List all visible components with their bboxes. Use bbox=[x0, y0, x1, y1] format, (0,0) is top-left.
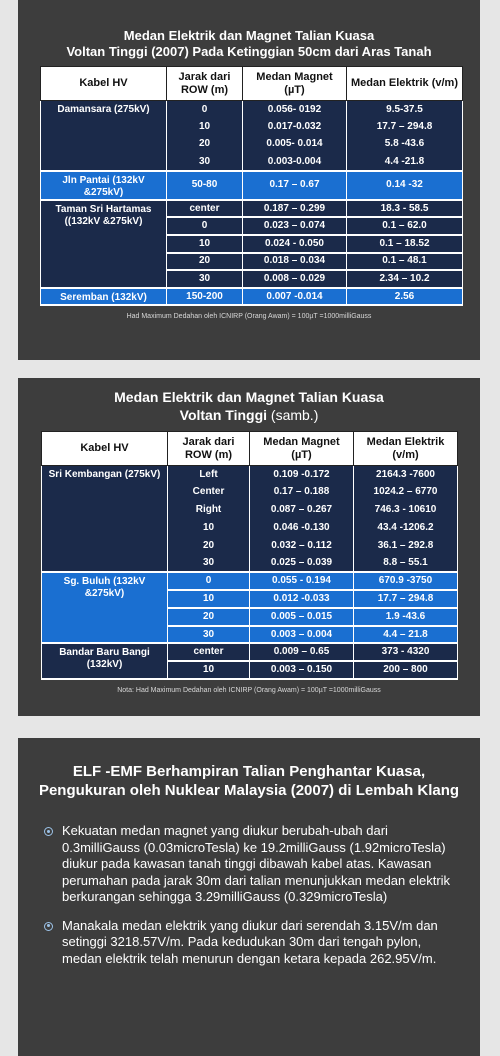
slide-1-table bbox=[40, 66, 463, 306]
magnetic-field-cell: 0.009 – 0.65 bbox=[250, 643, 354, 661]
distance-cell: 20 bbox=[168, 537, 250, 555]
magnetic-field-cell: 0.003 – 0.150 bbox=[250, 661, 354, 679]
slide-3-bullet-list bbox=[18, 800, 480, 967]
distance-cell: 50-80 bbox=[167, 171, 243, 200]
magnetic-field-cell: 0.187 – 0.299 bbox=[243, 200, 347, 218]
electric-field-cell: 5.8 -43.6 bbox=[347, 136, 463, 154]
slide-2-table bbox=[41, 431, 458, 680]
cable-name-cell: Jln Pantai (132kV &275kV) bbox=[41, 171, 167, 200]
electric-field-cell: 670.9 -3750 bbox=[354, 572, 458, 590]
cable-name-cell: Sri Kembangan (275kV) bbox=[42, 466, 168, 573]
slide-2-note: Nota: Had Maximum Dedahan oleh ICNIRP (Orang Awam) = 100µT =1000milliGauss bbox=[117, 687, 381, 695]
distance-cell: center bbox=[168, 643, 250, 661]
distance-cell: Right bbox=[168, 501, 250, 519]
cable-group bbox=[42, 643, 458, 679]
slide-2-title-light: (samb.) bbox=[267, 407, 319, 423]
header-medan-magnet: Medan Magnet (µT) bbox=[243, 67, 347, 101]
magnetic-field-cell: 0.17 – 0.67 bbox=[243, 171, 347, 200]
distance-cell: 10 bbox=[168, 590, 250, 608]
magnetic-field-cell: 0.109 -0.172 bbox=[250, 466, 354, 484]
magnetic-field-cell: 0.007 -0.014 bbox=[243, 288, 347, 306]
table-row bbox=[41, 288, 463, 306]
distance-cell: Center bbox=[168, 483, 250, 501]
slide-2 bbox=[18, 378, 480, 716]
header-kabel-hv: Kabel HV bbox=[41, 67, 167, 101]
magnetic-field-cell: 0.003-0.004 bbox=[243, 153, 347, 171]
electric-field-cell: 0.1 – 18.52 bbox=[347, 235, 463, 253]
electric-field-cell: 36.1 – 292.8 bbox=[354, 537, 458, 555]
table-row bbox=[41, 200, 463, 218]
electric-field-cell: 9.5-37.5 bbox=[347, 101, 463, 119]
magnetic-field-cell: 0.032 – 0.112 bbox=[250, 537, 354, 555]
distance-cell: 30 bbox=[167, 270, 243, 288]
distance-cell: 20 bbox=[167, 136, 243, 154]
slide-3-title bbox=[18, 738, 480, 800]
table-row bbox=[42, 466, 458, 484]
electric-field-cell: 4.4 -21.8 bbox=[347, 153, 463, 171]
distance-cell: 30 bbox=[168, 554, 250, 572]
cable-name-cell: Damansara (275kV) bbox=[41, 101, 167, 171]
cable-group bbox=[41, 101, 463, 171]
cable-name-cell: Sg. Buluh (132kV &275kV) bbox=[42, 572, 168, 643]
slide-1-table-header bbox=[41, 67, 463, 101]
slide-2-title-bold: Voltan Tinggi bbox=[179, 407, 268, 423]
cable-name-cell: Taman Sri Hartamas ((132kV &275kV) bbox=[41, 200, 167, 288]
header-kabel-hv: Kabel HV bbox=[42, 432, 168, 466]
distance-cell: center bbox=[167, 200, 243, 218]
bullet-text: Manakala medan elektrik yang diukur dari serendah 3.15V/m dan setinggi 3218.57V/m. Pada kedudukan 30m dari tengah pylon, medan elektrik telah menurun dengan ketara kepada 262.95V/m. bbox=[62, 917, 438, 966]
cable-group bbox=[41, 200, 463, 288]
bullet-item bbox=[44, 823, 458, 906]
slide-3-title-line-2: Pengukuran oleh Nuklear Malaysia (2007) di Lembah Klang bbox=[38, 782, 460, 799]
table-row bbox=[41, 101, 463, 119]
electric-field-cell: 373 - 4320 bbox=[354, 643, 458, 661]
electric-field-cell: 0.1 – 62.0 bbox=[347, 217, 463, 235]
distance-cell: 10 bbox=[167, 235, 243, 253]
magnetic-field-cell: 0.025 – 0.039 bbox=[250, 554, 354, 572]
distance-cell: 30 bbox=[167, 153, 243, 171]
cable-group bbox=[42, 466, 458, 573]
slide-2-table-header bbox=[42, 432, 458, 466]
slide-1-title bbox=[18, 0, 480, 60]
slide-2-title-line-2 bbox=[18, 406, 480, 424]
electric-field-cell: 2.56 bbox=[347, 288, 463, 306]
electric-field-cell: 746.3 - 10610 bbox=[354, 501, 458, 519]
magnetic-field-cell: 0.046 -0.130 bbox=[250, 519, 354, 537]
electric-field-cell: 8.8 – 55.1 bbox=[354, 554, 458, 572]
electric-field-cell: 1024.2 – 6770 bbox=[354, 483, 458, 501]
slide-1-title-line-1: Medan Elektrik dan Magnet Talian Kuasa bbox=[123, 28, 375, 43]
distance-cell: 10 bbox=[168, 519, 250, 537]
cable-name-cell: Seremban (132kV) bbox=[41, 288, 167, 306]
distance-cell: 0 bbox=[167, 217, 243, 235]
circle-bullet-icon bbox=[44, 827, 53, 836]
distance-cell: 20 bbox=[167, 253, 243, 271]
slide-1-title-line-2: Voltan Tinggi (2007) Pada Ketinggian 50cm dari Aras Tanah bbox=[66, 44, 432, 59]
distance-cell: 150-200 bbox=[167, 288, 243, 306]
table-row bbox=[41, 171, 463, 200]
electric-field-cell: 200 – 800 bbox=[354, 661, 458, 679]
header-medan-elektrik: Medan Elektrik (v/m) bbox=[347, 67, 463, 101]
magnetic-field-cell: 0.008 – 0.029 bbox=[243, 270, 347, 288]
slide-2-title bbox=[18, 378, 480, 424]
distance-cell: 0 bbox=[168, 572, 250, 590]
distance-cell: 0 bbox=[167, 101, 243, 119]
electric-field-cell: 43.4 -1206.2 bbox=[354, 519, 458, 537]
electric-field-cell: 1.9 -43.6 bbox=[354, 608, 458, 626]
slide-1 bbox=[18, 0, 480, 360]
electric-field-cell: 4.4 – 21.8 bbox=[354, 626, 458, 644]
distance-cell: Left bbox=[168, 466, 250, 484]
magnetic-field-cell: 0.087 – 0.267 bbox=[250, 501, 354, 519]
electric-field-cell: 2164.3 -7600 bbox=[354, 466, 458, 484]
distance-cell: 20 bbox=[168, 608, 250, 626]
electric-field-cell: 17.7 – 294.8 bbox=[347, 118, 463, 136]
electric-field-cell: 17.7 – 294.8 bbox=[354, 590, 458, 608]
distance-cell: 10 bbox=[168, 661, 250, 679]
circle-bullet-icon bbox=[44, 922, 53, 931]
slide-3 bbox=[18, 738, 480, 1056]
magnetic-field-cell: 0.018 – 0.034 bbox=[243, 253, 347, 271]
magnetic-field-cell: 0.17 – 0.188 bbox=[250, 483, 354, 501]
magnetic-field-cell: 0.056- 0192 bbox=[243, 101, 347, 119]
table-row bbox=[42, 572, 458, 590]
slide-3-title-line-1: ELF -EMF Berhampiran Talian Penghantar Kuasa, bbox=[72, 763, 426, 780]
cable-group bbox=[41, 288, 463, 306]
magnetic-field-cell: 0.003 – 0.004 bbox=[250, 626, 354, 644]
magnetic-field-cell: 0.017-0.032 bbox=[243, 118, 347, 136]
cable-group bbox=[42, 572, 458, 643]
header-jarak: Jarak dari ROW (m) bbox=[168, 432, 250, 466]
table-row bbox=[42, 643, 458, 661]
slide-2-title-line-1: Medan Elektrik dan Magnet Talian Kuasa bbox=[114, 389, 384, 405]
magnetic-field-cell: 0.012 -0.033 bbox=[250, 590, 354, 608]
header-jarak: Jarak dari ROW (m) bbox=[167, 67, 243, 101]
electric-field-cell: 0.14 -32 bbox=[347, 171, 463, 200]
bullet-text: Kekuatan medan magnet yang diukur berubah-ubah dari 0.3milliGauss (0.03microTesla) ke 19.2milliGauss (1.92microTesla) diukur pada kawasan tanah tinggi dibawah kabel atas. Kawasan perumahan pada jarak 30m dari talian menunjukkan medan elektrik berkurangan sehingga 3.29milliGauss (0.329microTesla) bbox=[62, 823, 451, 904]
cable-name-cell: Bandar Baru Bangi (132kV) bbox=[42, 643, 168, 679]
header-medan-magnet: Medan Magnet (µT) bbox=[250, 432, 354, 466]
bullet-item bbox=[44, 918, 458, 968]
electric-field-cell: 2.34 – 10.2 bbox=[347, 270, 463, 288]
electric-field-cell: 0.1 – 48.1 bbox=[347, 253, 463, 271]
slide-1-note: Had Maximum Dedahan oleh ICNIRP (Orang Awam) = 100µT =1000milliGauss bbox=[126, 313, 372, 321]
magnetic-field-cell: 0.055 - 0.194 bbox=[250, 572, 354, 590]
magnetic-field-cell: 0.024 - 0.050 bbox=[243, 235, 347, 253]
header-medan-elektrik: Medan Elektrik (v/m) bbox=[354, 432, 458, 466]
distance-cell: 10 bbox=[167, 118, 243, 136]
magnetic-field-cell: 0.023 – 0.074 bbox=[243, 217, 347, 235]
electric-field-cell: 18.3 - 58.5 bbox=[347, 200, 463, 218]
cable-group bbox=[41, 171, 463, 200]
magnetic-field-cell: 0.005 – 0.015 bbox=[250, 608, 354, 626]
magnetic-field-cell: 0.005- 0.014 bbox=[243, 136, 347, 154]
distance-cell: 30 bbox=[168, 626, 250, 644]
